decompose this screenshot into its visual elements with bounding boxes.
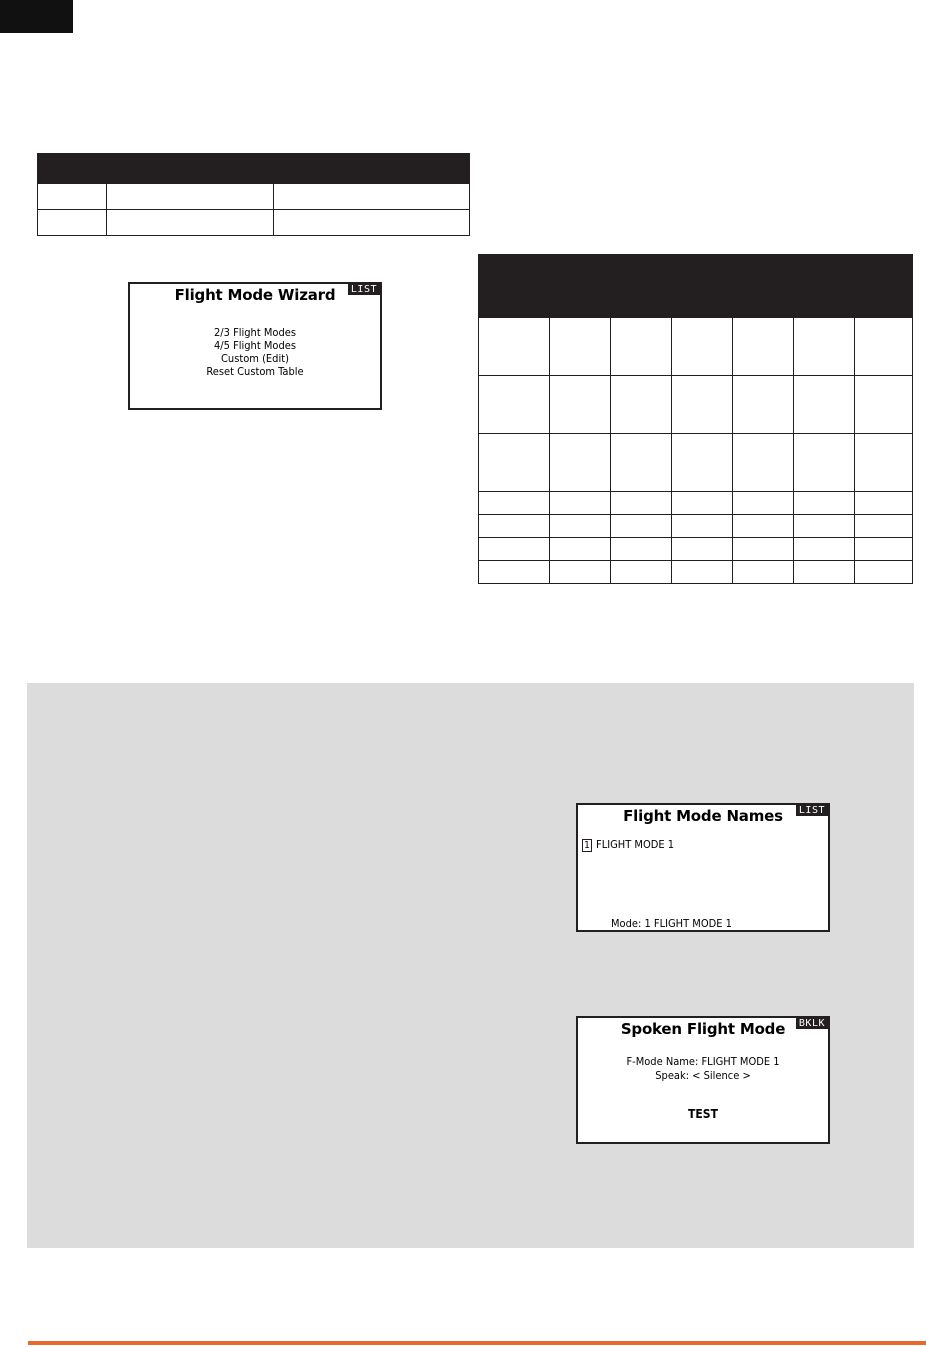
table-cell [794,318,855,376]
table-cell [550,515,611,538]
table-cell [733,318,794,376]
table-cell [274,184,470,210]
table-row [479,492,913,515]
small-table-header [38,154,470,184]
table-row [38,184,470,210]
table-cell [611,515,672,538]
table-cell [611,434,672,492]
table-cell [794,515,855,538]
backlight-badge: BKLK [796,1018,828,1029]
spoken-flight-mode-screen [576,1016,830,1144]
table-row [479,434,913,492]
table-cell [855,318,913,376]
table-cell [38,184,107,210]
menu-option[interactable]: 2/3 Flight Modes [214,326,296,339]
test-button[interactable]: TEST [688,1107,718,1121]
table-cell [611,492,672,515]
table-cell [550,434,611,492]
table-cell [479,492,550,515]
menu-option[interactable]: 4/5 Flight Modes [214,339,296,352]
table-cell [611,318,672,376]
fmode-name-line: F-Mode Name: FLIGHT MODE 1 [626,1055,780,1068]
table-cell [107,210,274,236]
flight-mode-wizard-screen [128,282,382,410]
screen-title: Flight Mode Wizard [174,286,336,304]
table-cell [611,376,672,434]
table-cell [855,538,913,561]
page-tab [0,0,73,33]
table-row [479,538,913,561]
list-badge: LIST [796,805,828,816]
table-row [38,210,470,236]
speak-selector[interactable]: Speak: < Silence > [655,1069,751,1082]
table-cell [550,492,611,515]
table-cell [479,318,550,376]
table-cell [672,492,733,515]
table-cell [733,376,794,434]
table-cell [733,538,794,561]
table-cell [733,561,794,584]
table-cell [733,492,794,515]
table-cell [794,376,855,434]
small-table [37,153,470,236]
table-cell [479,561,550,584]
table-cell [794,561,855,584]
table-cell [672,434,733,492]
table-cell [672,561,733,584]
table-cell [733,515,794,538]
table-cell [855,492,913,515]
mode-indicator: Mode: 1 FLIGHT MODE 1 [611,917,732,930]
table-cell [550,376,611,434]
table-cell [550,318,611,376]
table-cell [479,434,550,492]
menu-option[interactable]: Custom (Edit) [221,352,289,365]
table-cell [855,376,913,434]
big-table [478,254,913,584]
table-cell [855,561,913,584]
flight-mode-names-screen [576,803,830,932]
table-cell [855,434,913,492]
table-cell [274,210,470,236]
table-row [479,376,913,434]
table-cell [855,515,913,538]
table-cell [38,210,107,236]
table-cell [479,538,550,561]
screen-title: Spoken Flight Mode [620,1020,786,1038]
table-cell [672,515,733,538]
table-cell [107,184,274,210]
table-cell [479,515,550,538]
big-table-header [479,255,913,318]
table-cell [611,561,672,584]
table-row [479,318,913,376]
screen-title: Flight Mode Names [623,807,783,825]
table-cell [794,538,855,561]
flight-mode-name-entry[interactable]: FLIGHT MODE 1 [596,838,675,851]
table-cell [794,492,855,515]
footer-rule [28,1341,926,1345]
table-row [479,515,913,538]
table-cell [672,376,733,434]
list-badge: LIST [348,284,380,295]
table-cell [672,538,733,561]
text-cursor[interactable]: 1 [582,839,592,852]
small-table-header-row [38,154,470,184]
menu-option[interactable]: Reset Custom Table [206,365,304,378]
table-cell [479,376,550,434]
table-cell [550,561,611,584]
table-row [479,561,913,584]
tip-panel [27,683,914,1248]
table-cell [611,538,672,561]
big-table-header-row [479,255,913,318]
table-cell [794,434,855,492]
table-cell [550,538,611,561]
table-cell [672,318,733,376]
table-cell [733,434,794,492]
